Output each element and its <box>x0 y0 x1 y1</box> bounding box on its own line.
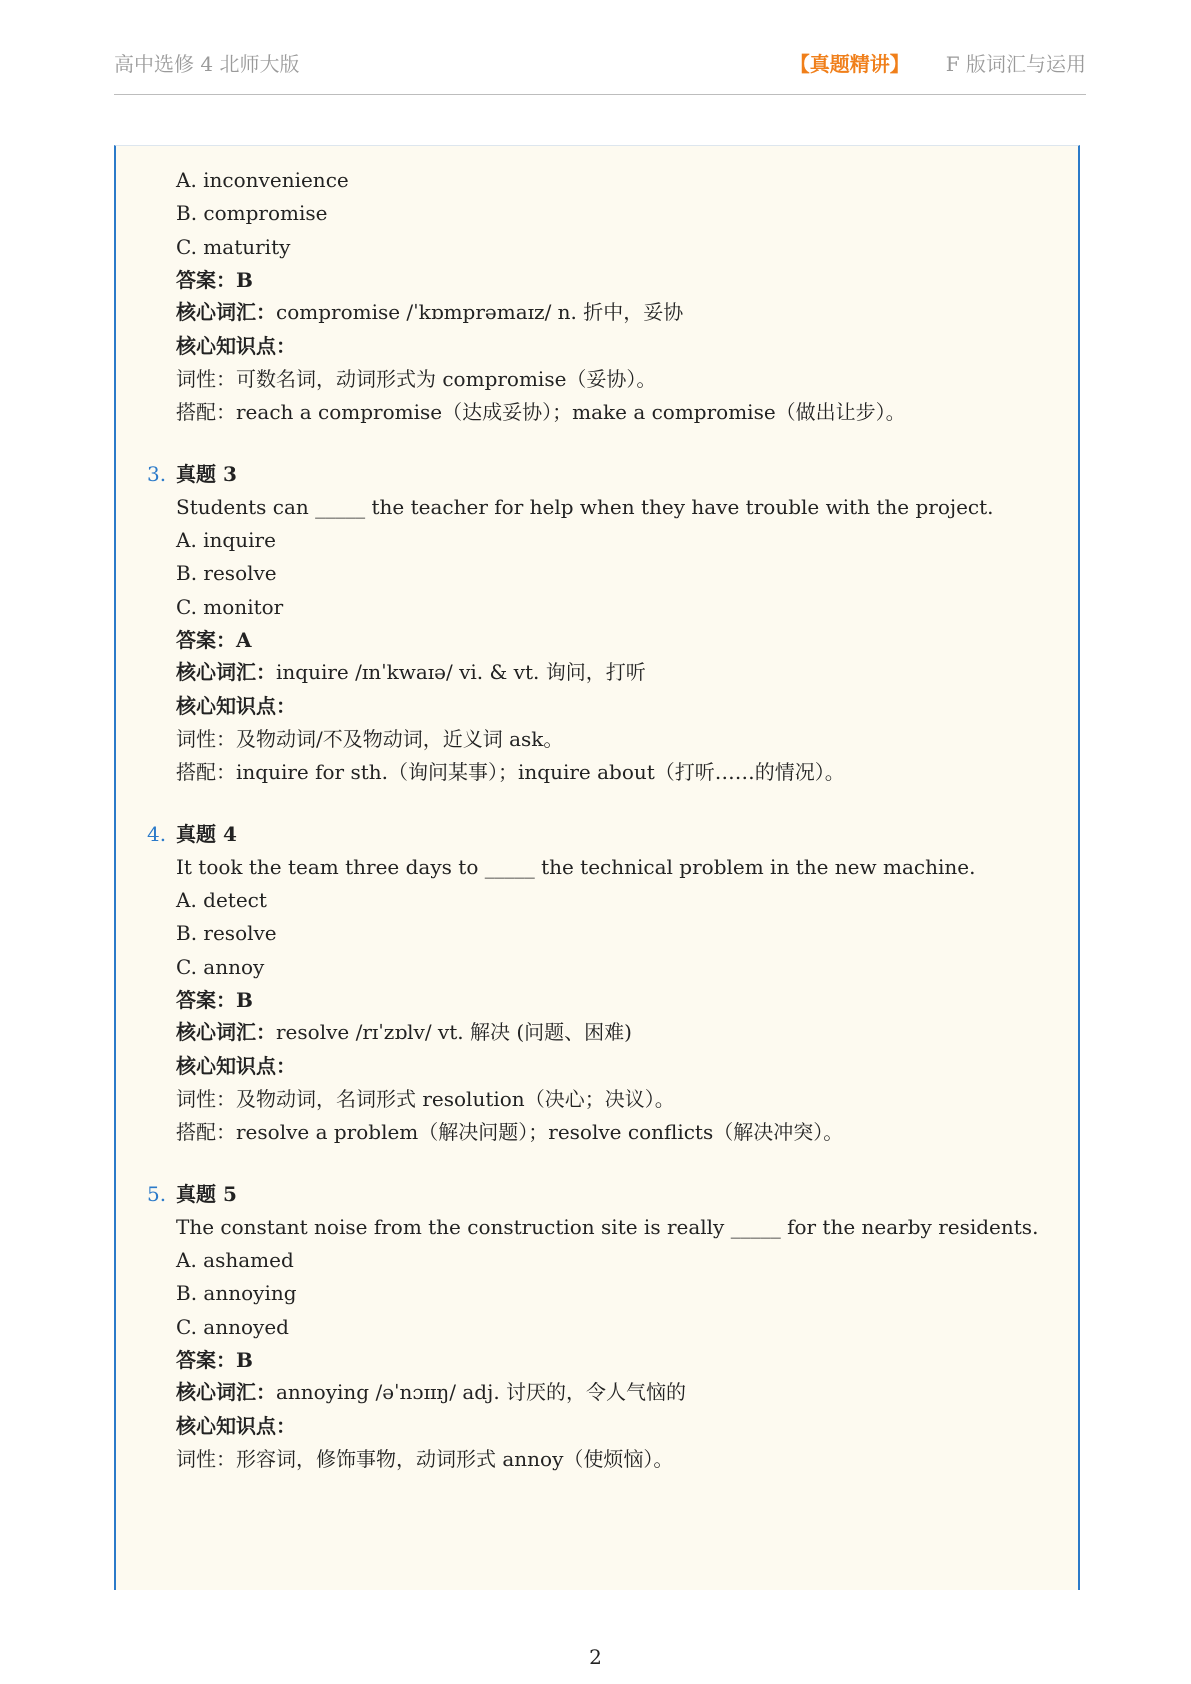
text-line: A. inconvenience <box>176 168 349 192</box>
text-line: It took the team three days to _____ the technical problem in the new machine. <box>176 855 976 879</box>
line-text: compromise /ˈkɒmprəmaɪz/ n. 折中，妥协 <box>276 300 684 324</box>
text-line <box>176 1020 632 1044</box>
text-line <box>176 660 646 684</box>
line-label: 核心词汇： <box>176 1380 276 1404</box>
header-tag: 【真题精讲】 <box>789 52 910 76</box>
text-line: C. annoy <box>176 955 265 979</box>
page-header <box>114 40 1086 95</box>
question-number: 4. <box>147 822 167 846</box>
header-course: 高中选修 4 北师大版 <box>114 52 300 76</box>
text-line: Students can _____ the teacher for help when they have trouble with the project. <box>176 495 994 519</box>
text-line: 答案：B <box>176 268 253 292</box>
text-line: A. ashamed <box>176 1248 294 1272</box>
header-section: F 版词汇与运用 <box>945 52 1086 76</box>
line-label: 核心词汇： <box>176 660 276 684</box>
text-line: 真题 3 <box>176 462 237 486</box>
text-line: C. maturity <box>176 235 291 259</box>
text-line <box>176 1380 686 1404</box>
question-number: 5. <box>147 1182 167 1206</box>
text-line: 答案：B <box>176 988 253 1012</box>
text-line: 核心知识点： <box>176 334 296 358</box>
text-line: B. compromise <box>176 201 328 225</box>
text-line: 词性：形容词，修饰事物，动词形式 annoy（使烦恼）。 <box>176 1447 674 1471</box>
text-line: C. annoyed <box>176 1315 289 1339</box>
text-line: The constant noise from the construction site is really _____ for the nearby residents. <box>176 1215 1039 1239</box>
text-line: 答案：B <box>176 1348 253 1372</box>
text-line: B. annoying <box>176 1281 297 1305</box>
line-text: inquire /ɪnˈkwaɪə/ vi. & vt. 询问，打听 <box>276 660 646 684</box>
text-line: 搭配：reach a compromise（达成妥协）；make a compromise（做出让步）。 <box>176 400 906 424</box>
text-line: 真题 5 <box>176 1182 237 1206</box>
text-line: 搭配：inquire for sth.（询问某事）；inquire about（打听……的情况）。 <box>176 760 845 784</box>
text-line: 词性：可数名词，动词形式为 compromise（妥协）。 <box>176 367 657 391</box>
text-line: C. monitor <box>176 595 284 619</box>
line-label: 核心词汇： <box>176 300 276 324</box>
header-right <box>790 48 1086 77</box>
text-line: 核心知识点： <box>176 694 296 718</box>
text-line: A. detect <box>176 888 267 912</box>
text-line: 搭配：resolve a problem（解决问题）；resolve conflicts（解决冲突）。 <box>176 1120 844 1144</box>
text-line <box>176 300 683 324</box>
line-label: 核心词汇： <box>176 1020 276 1044</box>
page-number: 2 <box>589 1645 602 1669</box>
text-line: 词性：及物动词/不及物动词，近义词 ask。 <box>176 727 564 751</box>
question-number: 3. <box>147 462 167 486</box>
text-line: 答案：A <box>176 628 252 652</box>
text-line: 真题 4 <box>176 822 237 846</box>
text-line: 核心知识点： <box>176 1414 296 1438</box>
text-line: 核心知识点： <box>176 1054 296 1078</box>
text-line: 词性：及物动词，名词形式 resolution（决心；决议）。 <box>176 1087 675 1111</box>
line-text: resolve /rɪˈzɒlv/ vt. 解决 (问题、困难) <box>276 1020 632 1044</box>
line-text: annoying /əˈnɔɪɪŋ/ adj. 讨厌的，令人气恼的 <box>276 1380 687 1404</box>
text-line: B. resolve <box>176 921 277 945</box>
text-line: A. inquire <box>176 528 276 552</box>
text-line: B. resolve <box>176 561 277 585</box>
